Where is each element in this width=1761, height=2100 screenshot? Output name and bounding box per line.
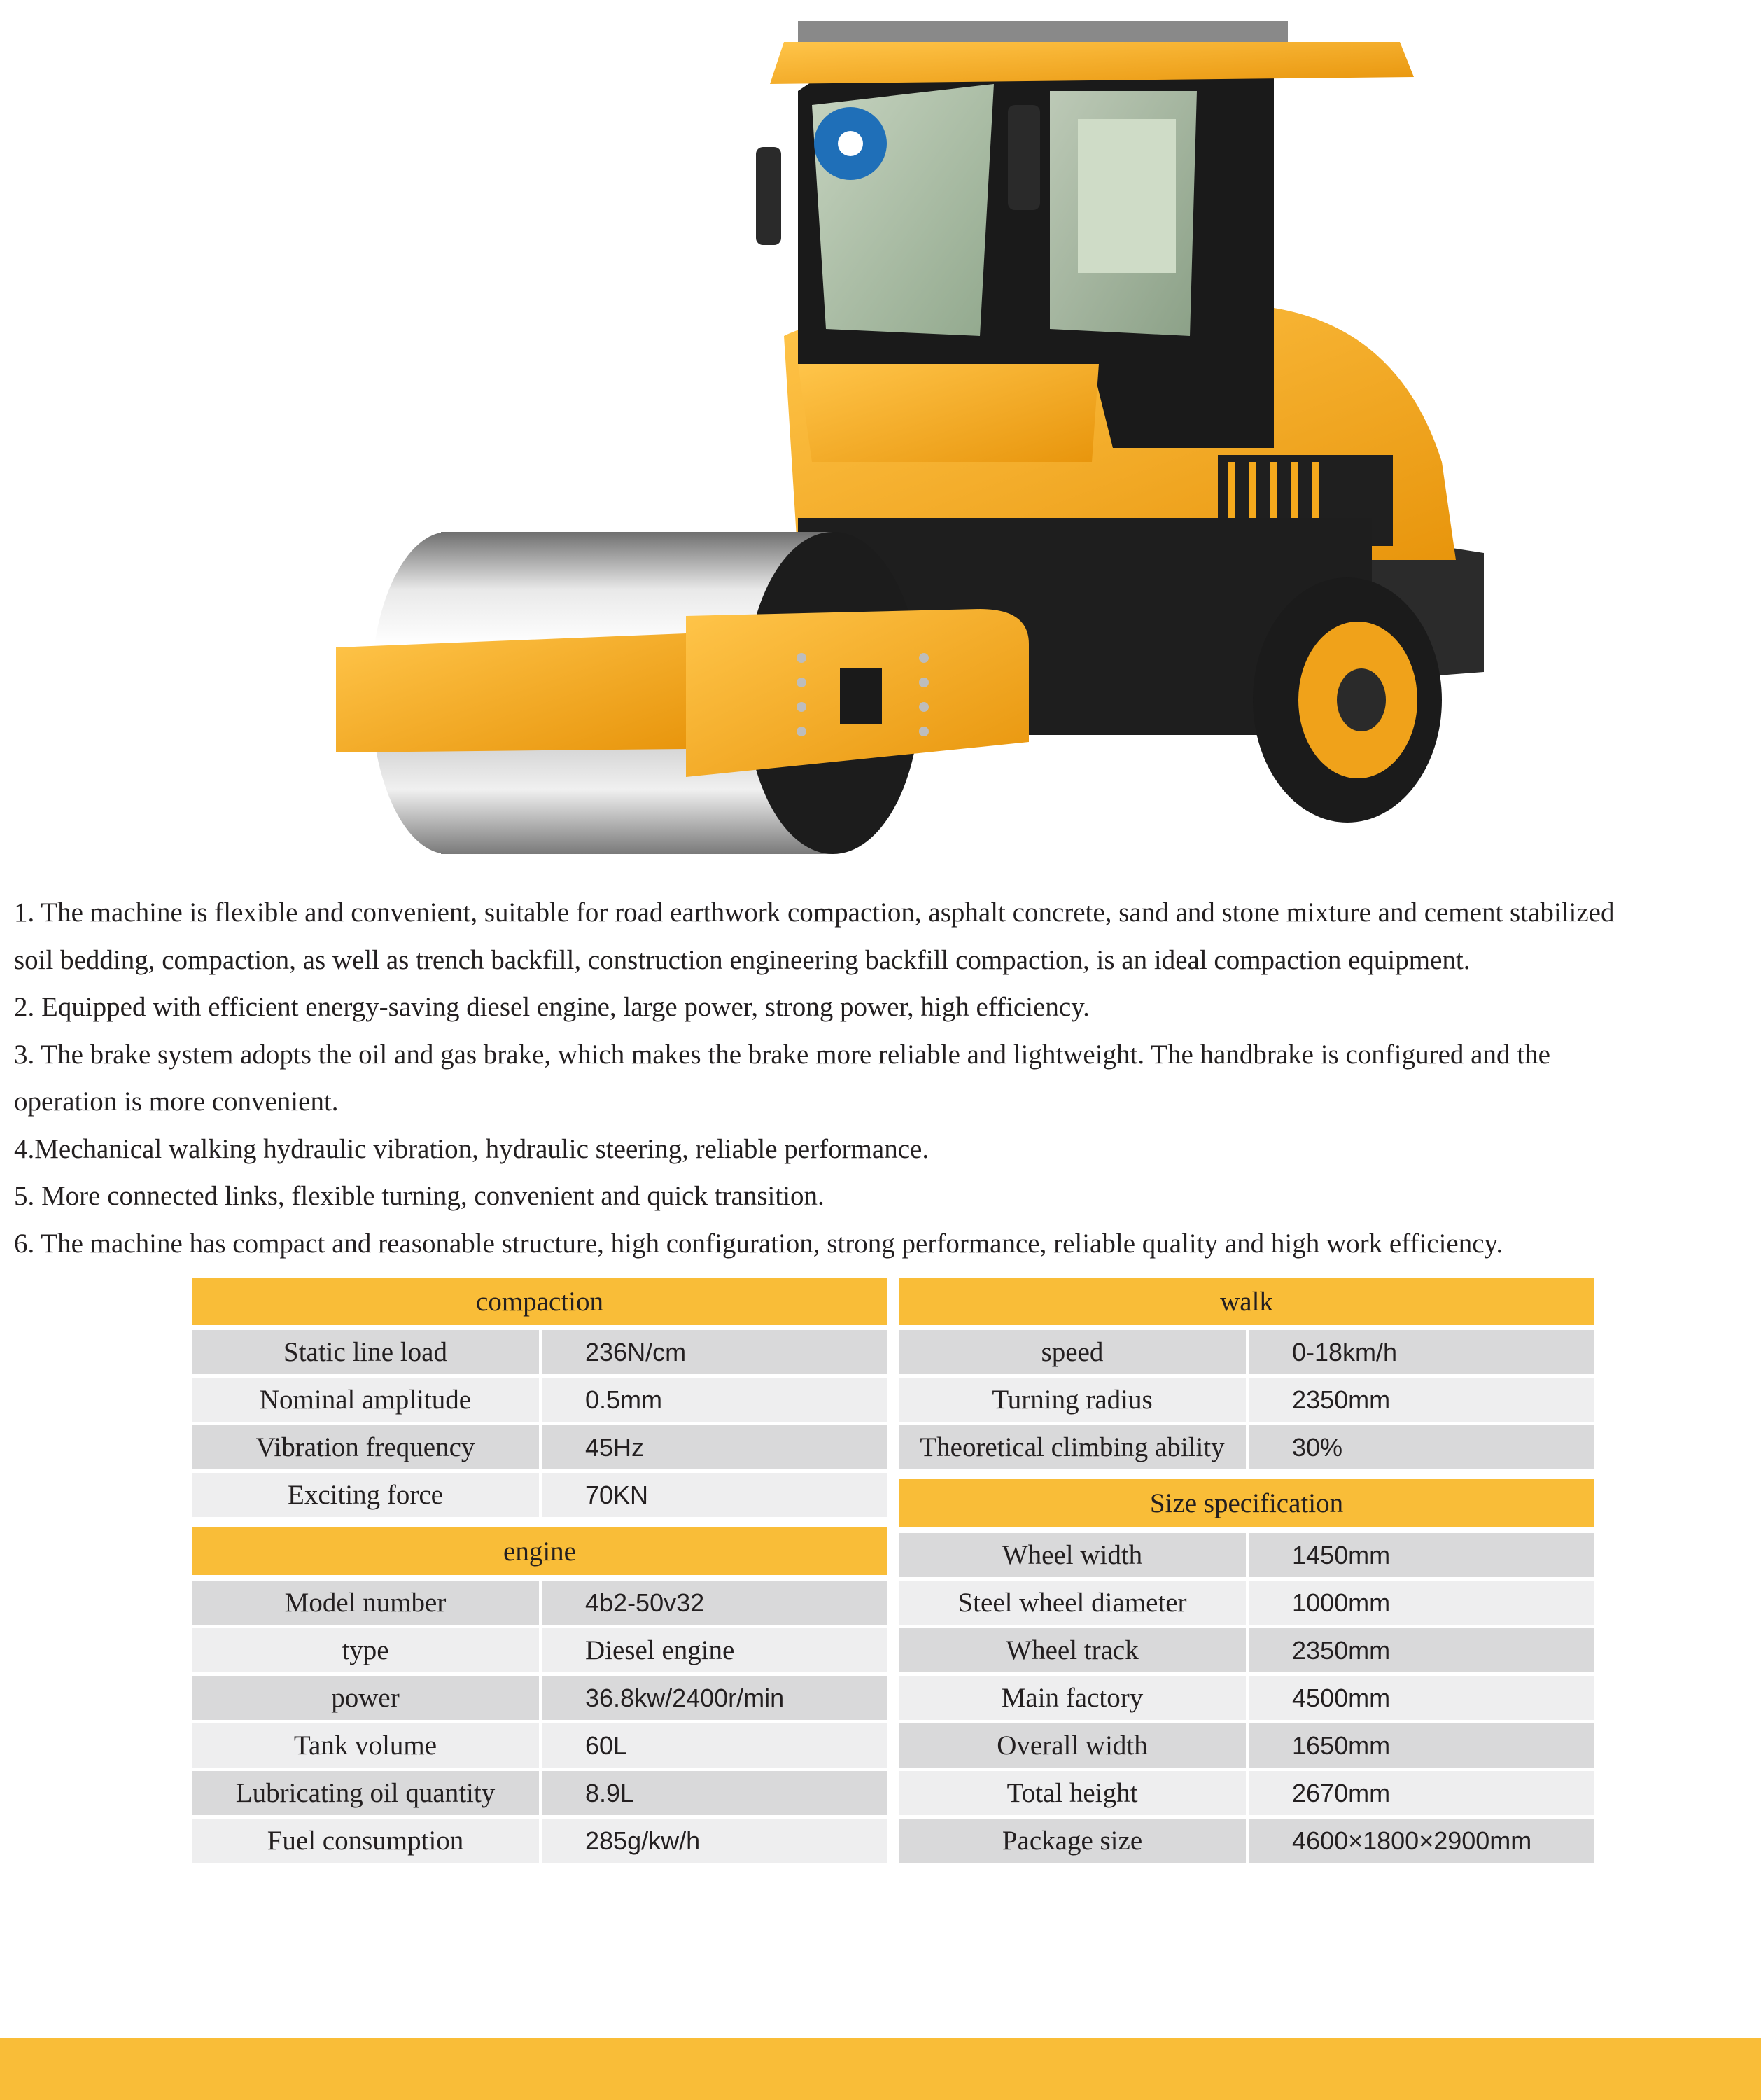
spec-label: Static line load [192,1330,539,1374]
spec-label: Theoretical climbing ability [899,1425,1246,1469]
compaction-header: compaction [192,1278,887,1325]
spec-value: 2350mm [1249,1628,1594,1672]
spec-value: 285g/kw/h [542,1819,887,1863]
walk-header: walk [899,1278,1594,1325]
spec-value: 4500mm [1249,1676,1594,1720]
spec-value: 30% [1249,1425,1594,1469]
table-row [899,1628,1594,1672]
spec-value: 36.8kw/2400r/min [542,1676,887,1720]
footer-bar [0,2038,1761,2100]
size-specification-header: Size specification [899,1479,1594,1527]
spec-label: Package size [899,1819,1246,1863]
description-line: 2. Equipped with efficient energy-saving diesel engine, large power, strong power, high efficiency. [14,992,1090,1022]
spec-label: Overall width [899,1723,1246,1768]
description-line: operation is more convenient. [14,1086,339,1116]
spec-value: 45Hz [542,1425,887,1469]
spec-label: Total height [899,1771,1246,1815]
table-row [192,1819,887,1863]
table-row [899,1425,1594,1469]
table-row [899,1330,1594,1374]
spec-value: 4600×1800×2900mm [1249,1819,1594,1863]
table-row [192,1676,887,1720]
spec-value: 236N/cm [542,1330,887,1374]
table-row [899,1581,1594,1625]
spec-label: Wheel width [899,1533,1246,1577]
engine-header: engine [192,1527,887,1575]
road-roller-image [308,0,1498,875]
table-row [899,1378,1594,1422]
spec-label: Model number [192,1581,539,1625]
spec-label: Turning radius [899,1378,1246,1422]
spec-value: 8.9L [542,1771,887,1815]
description-line: 5. More connected links, flexible turning, convenient and quick transition. [14,1181,825,1211]
spec-label: Main factory [899,1676,1246,1720]
spec-label: Nominal amplitude [192,1378,539,1422]
spec-label: power [192,1676,539,1720]
spec-value: 60L [542,1723,887,1768]
spec-value: 2670mm [1249,1771,1594,1815]
spec-value: 0.5mm [542,1378,887,1422]
spec-label: Wheel track [899,1628,1246,1672]
table-row [899,1819,1594,1863]
spec-label: speed [899,1330,1246,1374]
table-row [192,1473,887,1517]
spec-value: 0-18km/h [1249,1330,1594,1374]
table-row [192,1723,887,1768]
description-line: 1. The machine is flexible and convenient, suitable for road earthwork compaction, asphalt concrete, sand and stone mixture and cement stabilized [14,897,1615,927]
spec-label: Lubricating oil quantity [192,1771,539,1815]
table-row [192,1628,887,1672]
table-row [899,1676,1594,1720]
table-row [192,1378,887,1422]
table-row [192,1581,887,1625]
description-line: 3. The brake system adopts the oil and gas brake, which makes the brake more reliable and lightweight. The handbrake is configured and the [14,1039,1550,1070]
spec-value: Diesel engine [542,1628,887,1672]
spec-label: Tank volume [192,1723,539,1768]
spec-value: 1450mm [1249,1533,1594,1577]
spec-value: 4b2-50v32 [542,1581,887,1625]
description-line: soil bedding, compaction, as well as trench backfill, construction engineering backfill compaction, is an ideal compaction equipment. [14,944,1471,975]
table-row [899,1723,1594,1768]
spec-label: Steel wheel diameter [899,1581,1246,1625]
table-row [899,1771,1594,1815]
spec-value: 70KN [542,1473,887,1517]
spec-label: type [192,1628,539,1672]
description-line: 6. The machine has compact and reasonable structure, high configuration, strong performance, reliable quality and high work efficiency. [14,1228,1503,1259]
table-row [192,1425,887,1469]
spec-label: Exciting force [192,1473,539,1517]
table-row [192,1771,887,1815]
spec-value: 1650mm [1249,1723,1594,1768]
table-row [192,1330,887,1374]
spec-value: 2350mm [1249,1378,1594,1422]
description-line: 4.Mechanical walking hydraulic vibration, hydraulic steering, reliable performance. [14,1133,929,1164]
feature-description [14,889,1750,1267]
table-row [899,1533,1594,1577]
spec-value: 1000mm [1249,1581,1594,1625]
spec-label: Fuel consumption [192,1819,539,1863]
spec-label: Vibration frequency [192,1425,539,1469]
